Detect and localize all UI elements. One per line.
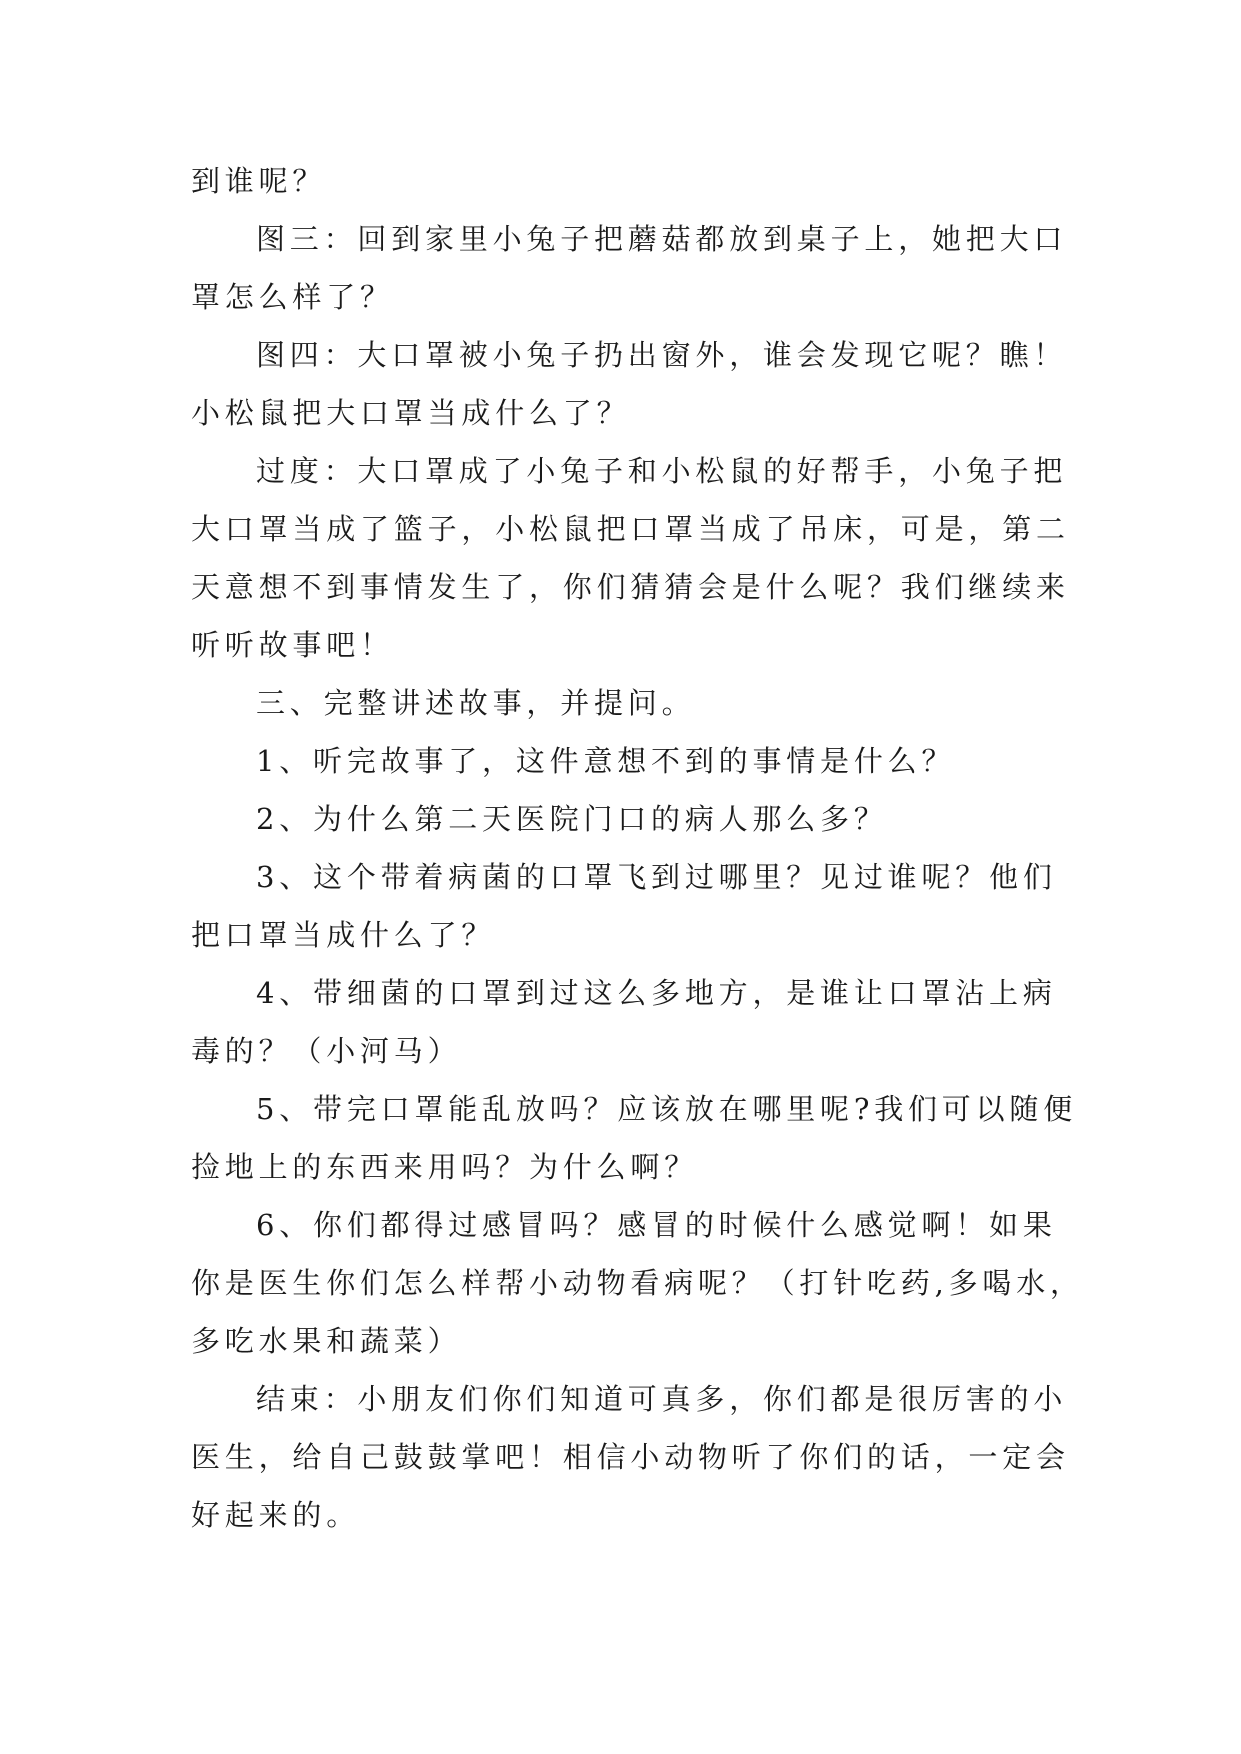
paragraph-5 bbox=[191, 674, 1051, 732]
paragraph-1 bbox=[191, 152, 1051, 210]
question-4 bbox=[191, 964, 1057, 1080]
paragraph-line: 大口罩当成了篮子，小松鼠把口罩当成了吊床，可是，第二 bbox=[191, 512, 1070, 546]
question-1 bbox=[191, 732, 1051, 790]
section-heading: 三、完整讲述故事，并提问。 bbox=[256, 686, 696, 720]
paragraph-3 bbox=[191, 326, 1068, 442]
paragraph-line: 医生，给自己鼓鼓掌吧！相信小动物听了你们的话，一定会 bbox=[191, 1440, 1070, 1474]
paragraph-line: 1、听完故事了，这件意想不到的事情是什么？ bbox=[256, 744, 956, 778]
paragraph-line: 多吃水果和蔬菜） bbox=[191, 1324, 462, 1358]
question-2 bbox=[191, 790, 1051, 848]
paragraph-line: 图四：大口罩被小兔子扔出窗外，谁会发现它呢？瞧！ bbox=[256, 338, 1068, 372]
paragraph-line: 过度：大口罩成了小兔子和小松鼠的好帮手，小兔子把 bbox=[256, 454, 1068, 488]
question-3 bbox=[191, 848, 1057, 964]
paragraph-line: 好起来的。 bbox=[191, 1498, 361, 1532]
paragraph-line: 4、带细菌的口罩到过这么多地方，是谁让口罩沾上病 bbox=[256, 976, 1057, 1010]
paragraph-line: 听听故事吧！ bbox=[191, 628, 394, 662]
paragraph-line: 你是医生你们怎么样帮小动物看病呢？（打针吃药,多喝水， bbox=[191, 1266, 1084, 1300]
paragraph-line: 2、为什么第二天医院门口的病人那么多？ bbox=[256, 802, 888, 836]
question-5 bbox=[191, 1080, 1077, 1196]
paragraph-line: 5、带完口罩能乱放吗？应该放在哪里呢?我们可以随便 bbox=[256, 1092, 1077, 1126]
paragraph-4 bbox=[191, 442, 1070, 674]
paragraph-line: 3、这个带着病菌的口罩飞到过哪里？见过谁呢？他们 bbox=[256, 860, 1057, 894]
conclusion-paragraph bbox=[191, 1370, 1070, 1544]
paragraph-2 bbox=[191, 210, 1068, 326]
paragraph-line: 图三：回到家里小兔子把蘑菇都放到桌子上，她把大口 bbox=[256, 222, 1068, 256]
paragraph-line: 结束：小朋友们你们知道可真多，你们都是很厉害的小 bbox=[256, 1382, 1068, 1416]
paragraph-line: 到谁呢？ bbox=[191, 164, 327, 198]
question-6 bbox=[191, 1196, 1084, 1370]
paragraph-line: 6、你们都得过感冒吗？感冒的时候什么感觉啊！如果 bbox=[256, 1208, 1057, 1242]
paragraph-line: 毒的？（小河马） bbox=[191, 1034, 462, 1068]
paragraph-line: 捡地上的东西来用吗？为什么啊？ bbox=[191, 1150, 699, 1184]
paragraph-line: 小松鼠把大口罩当成什么了？ bbox=[191, 396, 631, 430]
paragraph-line: 罩怎么样了？ bbox=[191, 280, 394, 314]
document-body bbox=[191, 152, 1084, 1544]
paragraph-line: 天意想不到事情发生了，你们猜猜会是什么呢？我们继续来 bbox=[191, 570, 1070, 604]
paragraph-line: 把口罩当成什么了？ bbox=[191, 918, 496, 952]
